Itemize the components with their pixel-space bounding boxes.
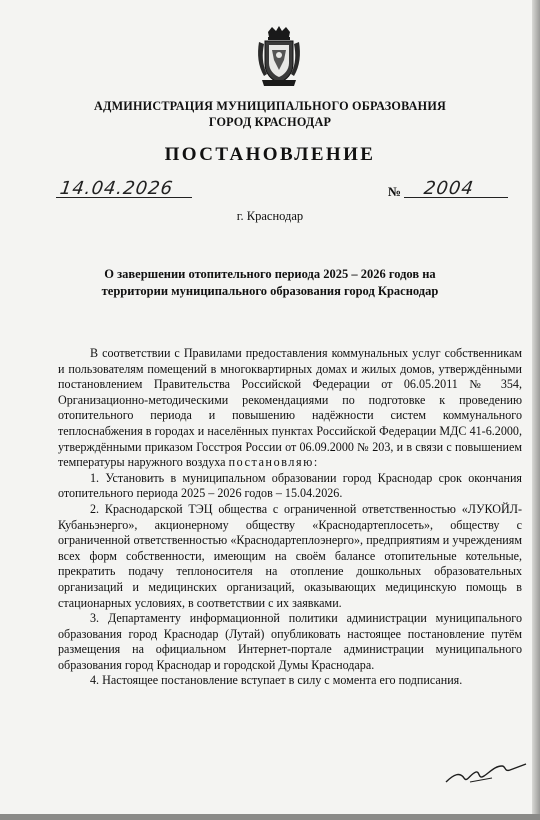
document-number: 2004 [422, 178, 476, 199]
clause-4: 4. Настоящее постановление вступает в силу с момента его подписания. [90, 673, 463, 688]
document-type-title: ПОСТАНОВЛЕНИЕ [164, 144, 376, 165]
decree-word: постановляю: [228, 455, 319, 470]
preamble-paragraph [58, 346, 522, 471]
page-edge-shadow [532, 0, 540, 820]
subject-line1: О завершении отопительного периода 2025 – 2026 годов на [104, 267, 436, 281]
document-date: 14.04.2026 [58, 178, 175, 199]
clause-3: 3. Департаменту информационной политики администрации муниципального образования город Краснодар (Лутай) опубликовать настоящее постановление путём размещения на официальном Интернет-портале администрации муниципального образования город Краснодар и городской Думы Краснодара. [58, 611, 522, 672]
issuing-city: г. Краснодар [236, 209, 304, 223]
organization-name-line2: ГОРОД КРАСНОДАР [208, 115, 332, 129]
document-subject [80, 266, 460, 300]
clause-2: 2. Краснодарской ТЭЦ общества с ограниченной ответственностью «ЛУКОЙЛ-Кубаньэнерго», акционерному обществу «Краснодартеплосеть», обществу с ограниченной ответственностью «Краснодартеплоэнерго», предприятиям и учреждениям всех форм собственности, имеющим на своём балансе отопительные котельные, прекратить подачу теплоносителя на отопление дошкольных образовательных организаций и медицинских организаций, оказывающих медицинскую помощь в стационарных условиях, в соответствии с их заявками. [58, 501, 522, 610]
clause-1: 1. Установить в муниципальном образовании город Краснодар срок окончания отопительного периода 2025 – 2026 годов – 15.04.2026. [58, 470, 522, 501]
number-label: № [388, 184, 402, 199]
preamble-text: В соответствии с Правилами предоставления коммунальных услуг собственникам и пользователям помещений в многоквартирных домах и жилых домов, утверждёнными постановлением Правительства Российской Федерации от 06.05.2011 № 354, Организационно-методическими рекомендациями по подготовке к проведению отопительного периода и повышению надёжности систем коммунального теплоснабжения в городах и населённых пунктах Российской Федерации МДС 41-6.2000, утверждёнными приказом Госстроя России от 06.09.2000 № 203, и в связи с повышением температуры наружного воздуха [58, 346, 522, 470]
subject-line2: территории муниципального образования город Краснодар [101, 284, 439, 298]
signature-mark [440, 752, 530, 792]
organization-name-line1: АДМИНИСТРАЦИЯ МУНИЦИПАЛЬНОГО ОБРАЗОВАНИЯ [93, 99, 447, 113]
coat-of-arms-icon [256, 26, 302, 88]
page-bottom-edge [0, 814, 540, 820]
document-body [58, 346, 522, 689]
